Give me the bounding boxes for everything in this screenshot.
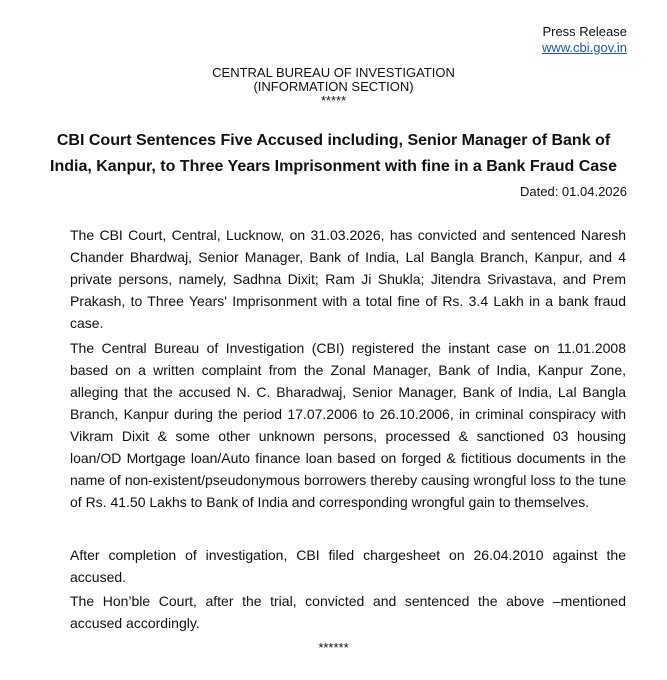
agency-name: CENTRAL BUREAU OF INVESTIGATION (212, 65, 455, 80)
press-release-label: Press Release (542, 24, 627, 39)
release-date: Dated: 01.04.2026 (520, 184, 627, 199)
agency-heading (0, 66, 667, 108)
paragraph-conviction: The Hon’ble Court, after the trial, convicted and sentenced the above –mentioned accused accordingly. (70, 593, 626, 631)
end-marker: ****** (318, 640, 349, 655)
agency-section: (INFORMATION SECTION) (253, 79, 414, 94)
paragraph-sentencing: The CBI Court, Central, Lucknow, on 31.03.2026, has convicted and sentenced Naresh Chander Bhardwaj, Senior Manager, Bank of India, Lal Bangla Branch, Kanpur, and 4 private persons, namely, Sadhna Dixit; Ram Ji Shukla; Jitendra Srivastava, and Prem Prakash, to Three Years' Imprisonment with a total fine of Rs. 3.4 Lakh in a bank fraud case. (70, 227, 626, 331)
agency-separator: ***** (320, 93, 347, 108)
paragraph-case-details: The Central Bureau of Investigation (CBI) registered the instant case on 11.01.2008 based on a written complaint from the Zonal Manager, Bank of India, Kanpur Zone, alleging that the accused N. C. Bharadwaj, Senior Manager, Bank of India, Lal Bangla Branch, Kanpur during the period 17.07.2006 to 26.10.2006, in criminal conspiracy with Vikram Dixit & some other unknown persons, processed & sanctioned 03 housing loan/OD Mortgage loan/Auto finance loan based on forged & fictitious documents in the name of non-existent/pseudonymous borrowers thereby causing wrongful loss to the tune of Rs. 41.50 Lakhs to Bank of India and corresponding wrongful gain to themselves. (70, 340, 626, 510)
press-release-header (542, 24, 627, 56)
website-link[interactable]: www.cbi.gov.in (541, 40, 627, 55)
press-release-title: CBI Court Sentences Five Accused including, Senior Manager of Bank of India, Kanpur, to Three Years Imprisonment with fine in a Bank Fraud Case (50, 132, 617, 175)
paragraph-chargesheet: After completion of investigation, CBI filed chargesheet on 26.04.2010 against the accused. (70, 547, 626, 585)
